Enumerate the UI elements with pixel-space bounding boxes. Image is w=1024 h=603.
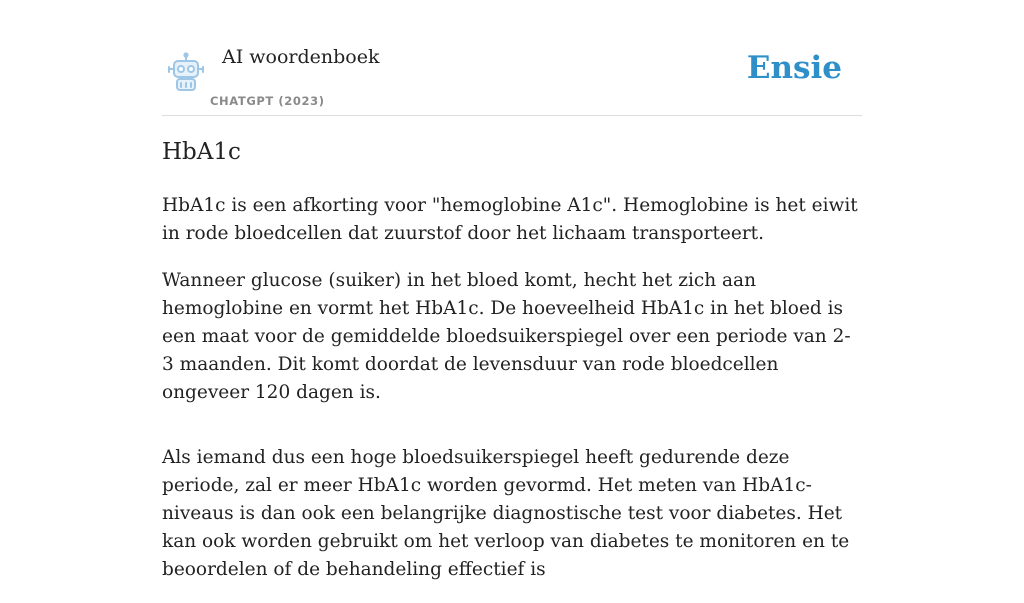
- source-title[interactable]: AI woordenboek: [222, 46, 380, 68]
- entry-definition: [162, 192, 862, 603]
- entry-term: HbA1c: [162, 139, 241, 165]
- source-meta: CHATGPT (2023): [210, 94, 325, 108]
- definition-paragraph: HbA1c is een afkorting voor "hemoglobine A1c". Hemoglobine is het eiwit in rode bloedcellen dat zuurstof door het lichaam transporteert.: [162, 195, 858, 244]
- definition-paragraph: Wanneer glucose (suiker) in het bloed komt, hecht het zich aan hemoglobine en vormt het HbA1c. De hoeveelheid HbA1c in het bloed is een maat voor de gemiddelde bloedsuikerspiegel over een periode van 2-3 maanden. Dit komt doordat de levensduur van rode bloedcellen ongeveer 120 dagen is.: [162, 270, 851, 403]
- robot-icon: [166, 52, 206, 92]
- source-header: [162, 40, 862, 116]
- definition-paragraph: Als iemand dus een hoge bloedsuikerspiegel heeft gedurende deze periode, zal er meer HbA1c worden gevormd. Het meten van HbA1c-niveaus is dan ook een belangrijke diagnostische test voor diabetes. Het kan ook worden gebruikt om het verloop van diabetes te monitoren en te beoordelen of de behandeling effectief is: [162, 447, 850, 580]
- brand-logo[interactable]: Ensie: [746, 50, 842, 86]
